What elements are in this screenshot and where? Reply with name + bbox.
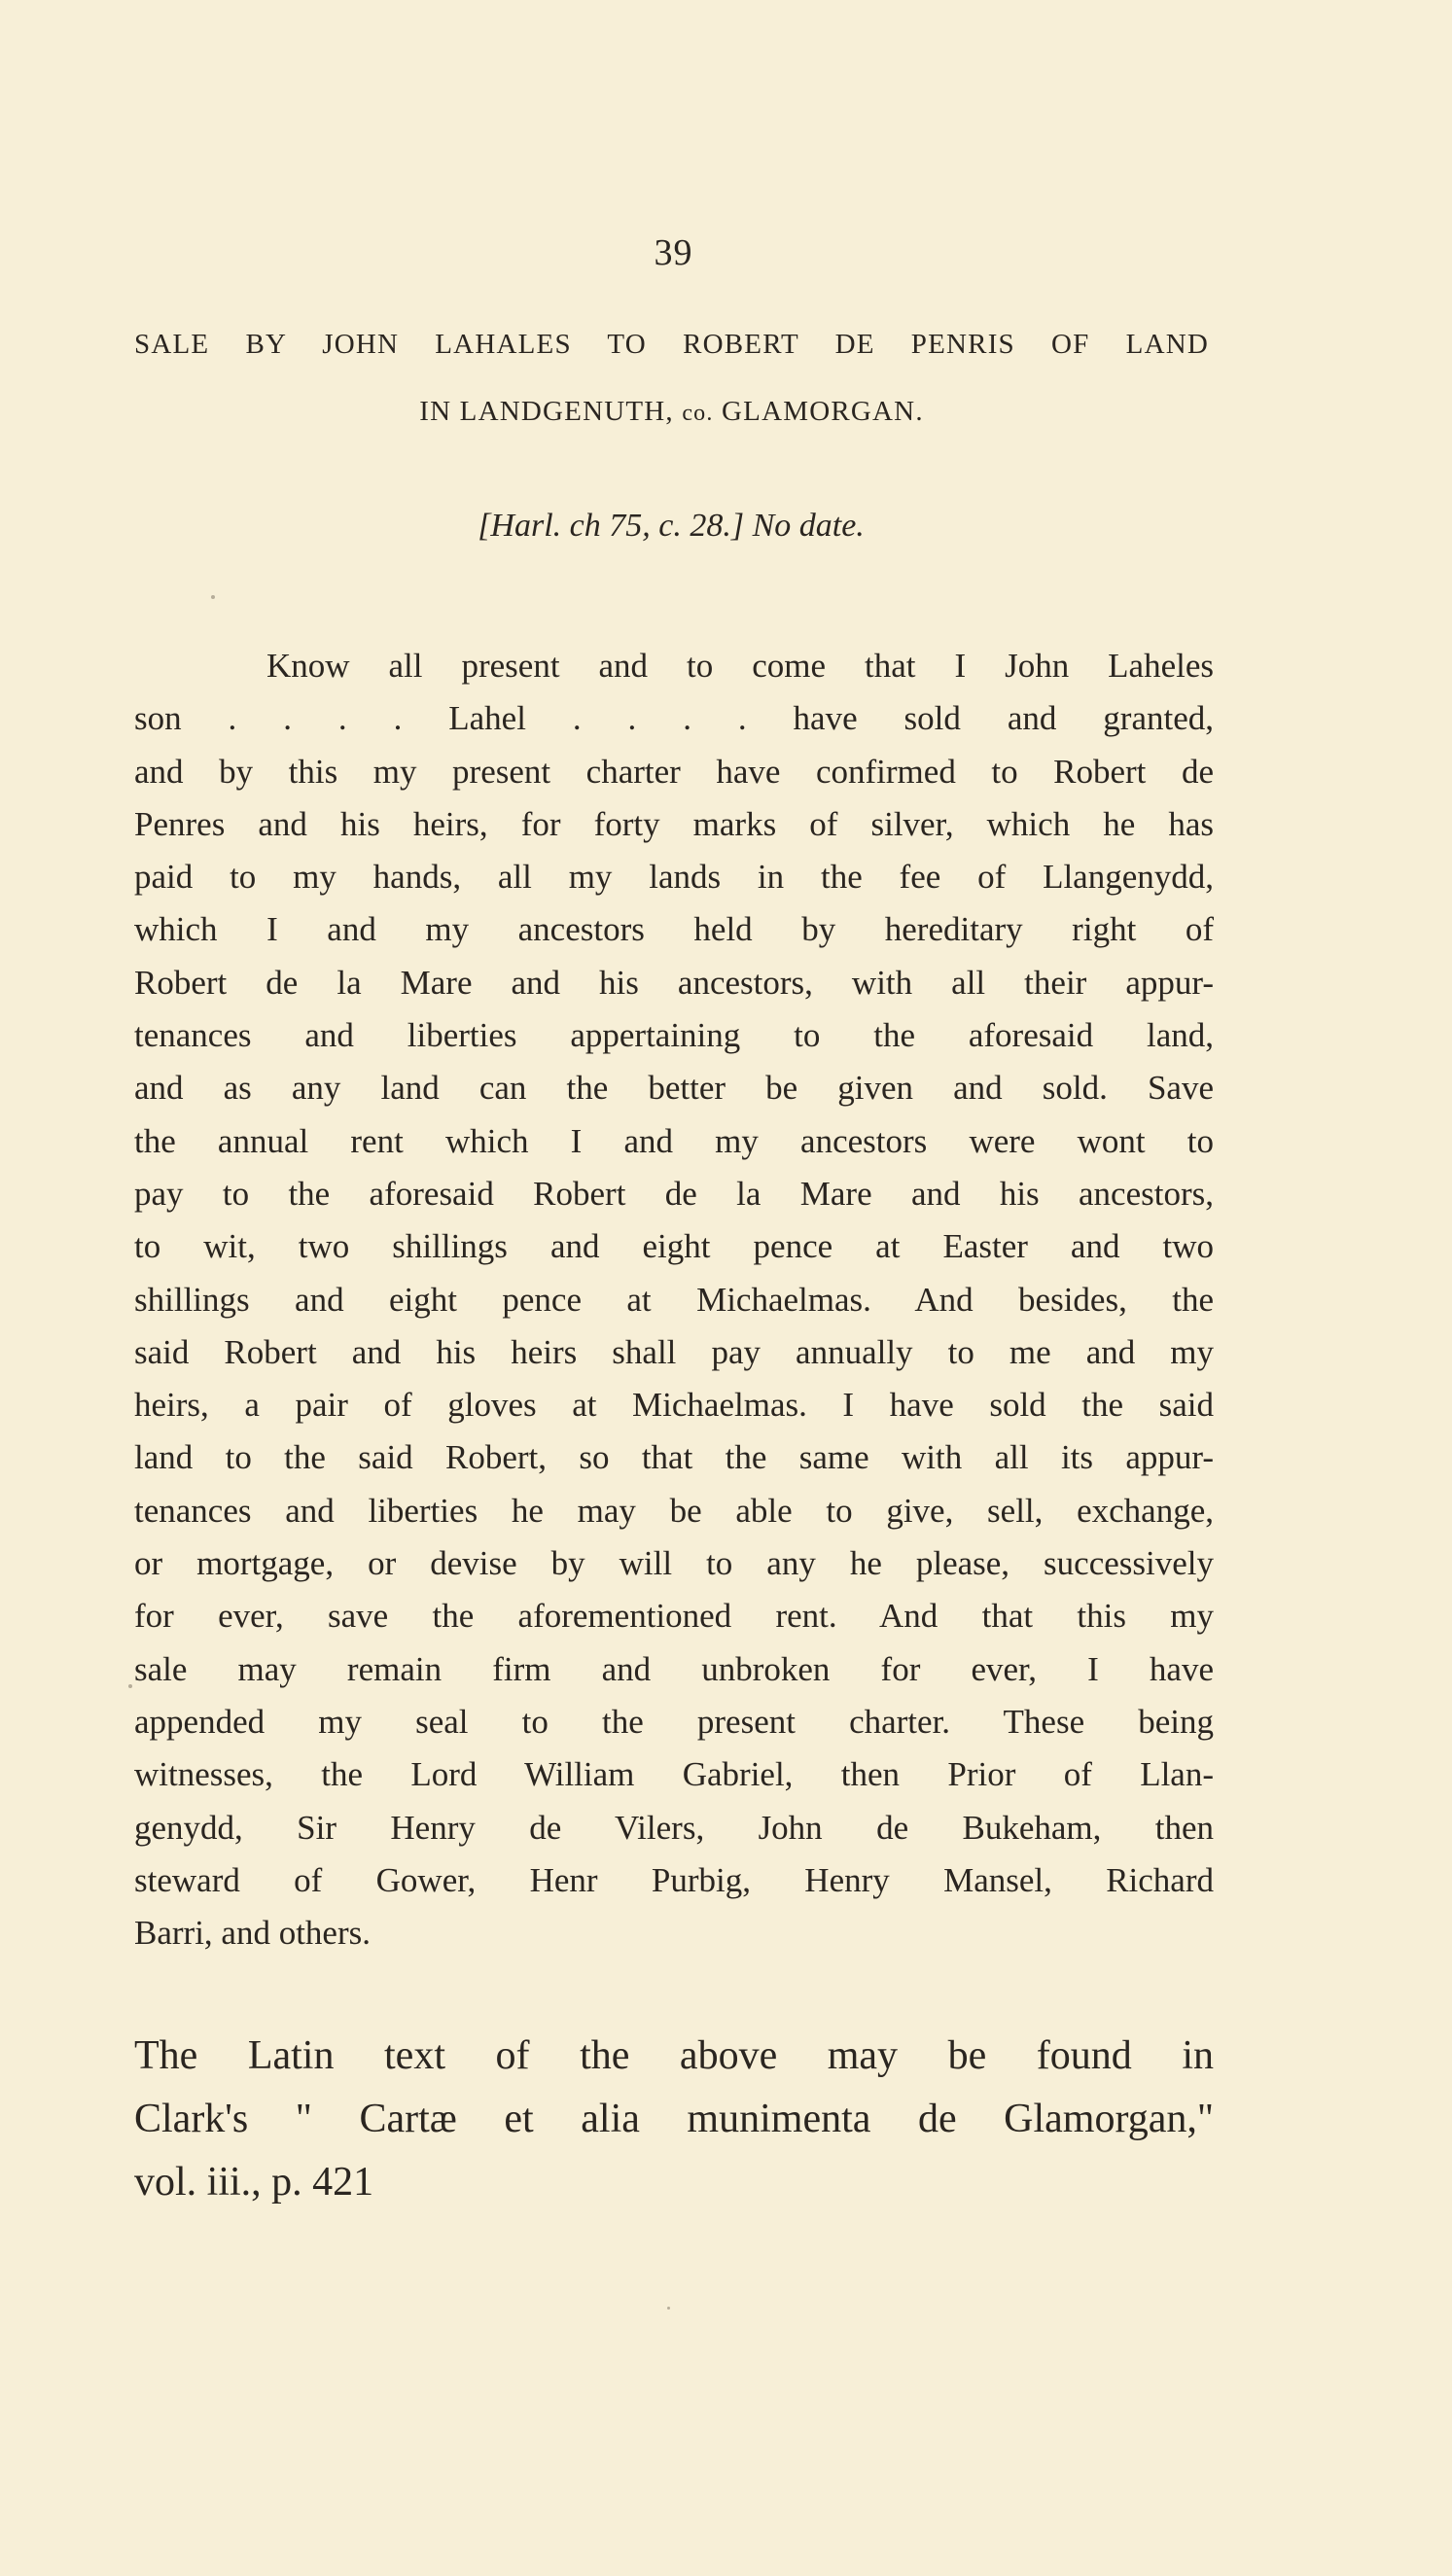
body-line: Robert de la Mare and his ancestors, with all their appur- bbox=[134, 963, 1214, 1002]
note-line: The Latin text of the above may be found in bbox=[134, 2033, 1214, 2078]
document-title-line-2 bbox=[134, 396, 1209, 428]
body-line: which I and my ancestors held by hereditary right of bbox=[134, 910, 1214, 949]
body-line: heirs, a pair of gloves at Michaelmas. I have sold the said bbox=[134, 1386, 1214, 1425]
note-line: Clark's " Cartæ et alia munimenta de Glamorgan," bbox=[134, 2097, 1214, 2141]
paper-speck bbox=[211, 595, 215, 599]
body-line: witnesses, the Lord William Gabriel, then Prior of Llan- bbox=[134, 1755, 1214, 1794]
body-line: tenances and liberties he may be able to give, sell, exchange, bbox=[134, 1491, 1214, 1530]
body-line: for ever, save the aforementioned rent. And that this my bbox=[134, 1597, 1214, 1636]
note-line: vol. iii., p. 421 bbox=[134, 2160, 374, 2205]
body-line: or mortgage, or devise by will to any he please, successively bbox=[134, 1544, 1214, 1583]
title-line-2-main: IN LANDGENUTH, bbox=[419, 396, 683, 427]
body-line: paid to my hands, all my lands in the fee of Llangenydd, bbox=[134, 858, 1214, 897]
page-number: 39 bbox=[654, 232, 693, 273]
body-line: to wit, two shillings and eight pence at Easter and two bbox=[134, 1227, 1214, 1266]
body-line: and by this my present charter have confirmed to Robert de bbox=[134, 752, 1214, 791]
source-reference: [Harl. ch 75, c. 28.] No date. bbox=[478, 508, 865, 544]
body-line: steward of Gower, Henr Purbig, Henry Mansel, Richard bbox=[134, 1860, 1214, 1899]
body-line: appended my seal to the present charter. These being bbox=[134, 1702, 1214, 1741]
body-line: the annual rent which I and my ancestors were wont to bbox=[134, 1121, 1214, 1160]
body-line: sale may remain firm and unbroken for ever, I have bbox=[134, 1649, 1214, 1688]
charter-translation bbox=[134, 640, 1214, 1959]
body-line: pay to the aforesaid Robert de la Mare and his ancestors, bbox=[134, 1174, 1214, 1213]
body-line: Know all present and to come that I John Laheles bbox=[266, 647, 1214, 685]
paper-speck bbox=[667, 2307, 670, 2310]
title-line-2-end: GLAMORGAN. bbox=[713, 396, 924, 427]
body-line: son . . . . Lahel . . . . have sold and granted, bbox=[134, 699, 1214, 738]
body-line: and as any land can the better be given and sold. Save bbox=[134, 1069, 1214, 1108]
latin-text-note bbox=[134, 2025, 1214, 2214]
paper-speck bbox=[128, 1684, 132, 1688]
body-line: Barri, and others. bbox=[134, 1914, 371, 1953]
body-line: Penres and his heirs, for forty marks of silver, which he has bbox=[134, 804, 1214, 843]
body-line: genydd, Sir Henry de Vilers, John de Bukeham, then bbox=[134, 1808, 1214, 1847]
title-line-2-county-abbrev: co. bbox=[682, 401, 714, 426]
body-line: tenances and liberties appertaining to the aforesaid land, bbox=[134, 1016, 1214, 1055]
body-line: land to the said Robert, so that the same with all its appur- bbox=[134, 1438, 1214, 1477]
document-title-line-1: SALE BY JOHN LAHALES TO ROBERT DE PENRIS OF LAND bbox=[134, 329, 1209, 360]
body-line: said Robert and his heirs shall pay annually to me and my bbox=[134, 1332, 1214, 1371]
body-line: shillings and eight pence at Michaelmas. And besides, the bbox=[134, 1280, 1214, 1319]
